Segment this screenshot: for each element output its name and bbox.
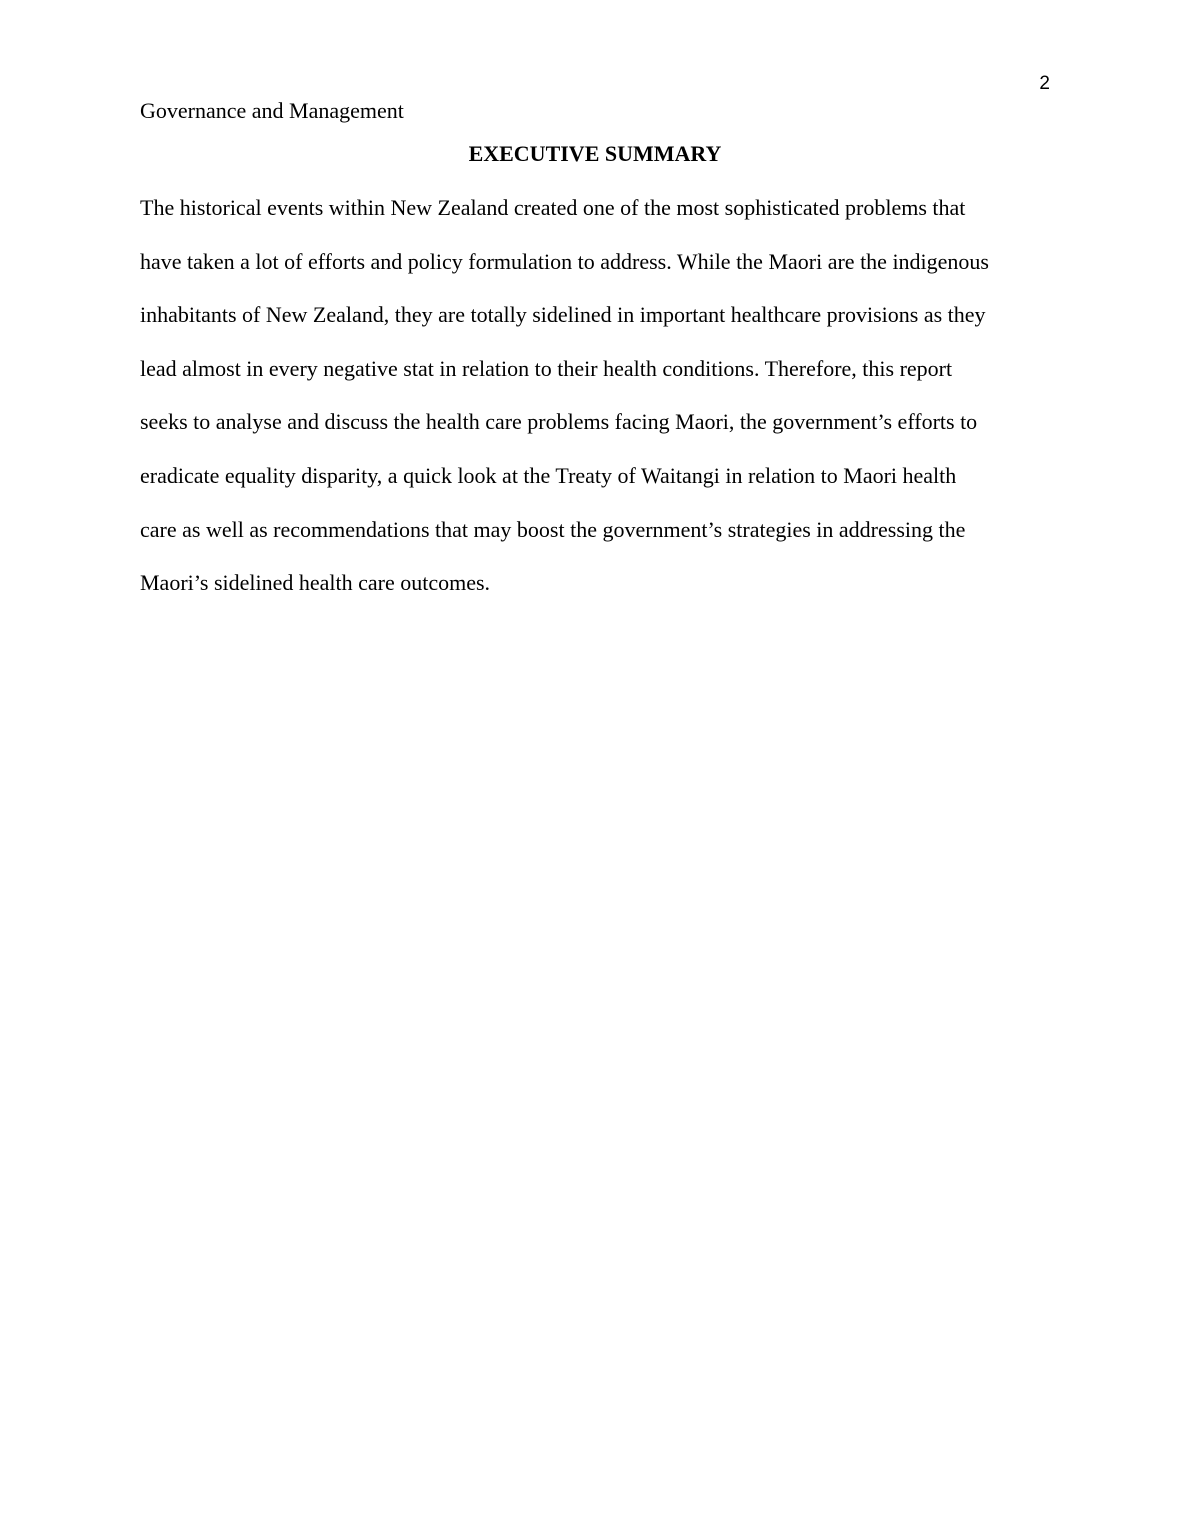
paragraph-line: care as well as recommendations that may boost the government’s strategies in addressing the bbox=[140, 516, 966, 542]
summary-paragraph bbox=[140, 181, 1060, 610]
running-head: Governance and Management bbox=[140, 98, 404, 123]
paragraph-line: The historical events within New Zealand created one of the most sophisticated problems that bbox=[140, 195, 966, 220]
paragraph-line: seeks to analyse and discuss the health care problems facing Maori, the government’s efforts to bbox=[140, 409, 978, 435]
paragraph-line: have taken a lot of efforts and policy formulation to address. While the Maori are the indigenous bbox=[140, 248, 989, 274]
page-number: 2 bbox=[1039, 73, 1050, 94]
paragraph-line: inhabitants of New Zealand, they are totally sidelined in important healthcare provisions as they bbox=[140, 302, 986, 328]
paragraph-line: eradicate equality disparity, a quick look at the Treaty of Waitangi in relation to Maori health bbox=[140, 462, 957, 488]
paragraph-line: Maori’s sidelined health care outcomes. bbox=[140, 570, 491, 596]
section-title: EXECUTIVE SUMMARY bbox=[468, 141, 722, 166]
paragraph-line: lead almost in every negative stat in relation to their health conditions. Therefore, this report bbox=[140, 355, 953, 381]
